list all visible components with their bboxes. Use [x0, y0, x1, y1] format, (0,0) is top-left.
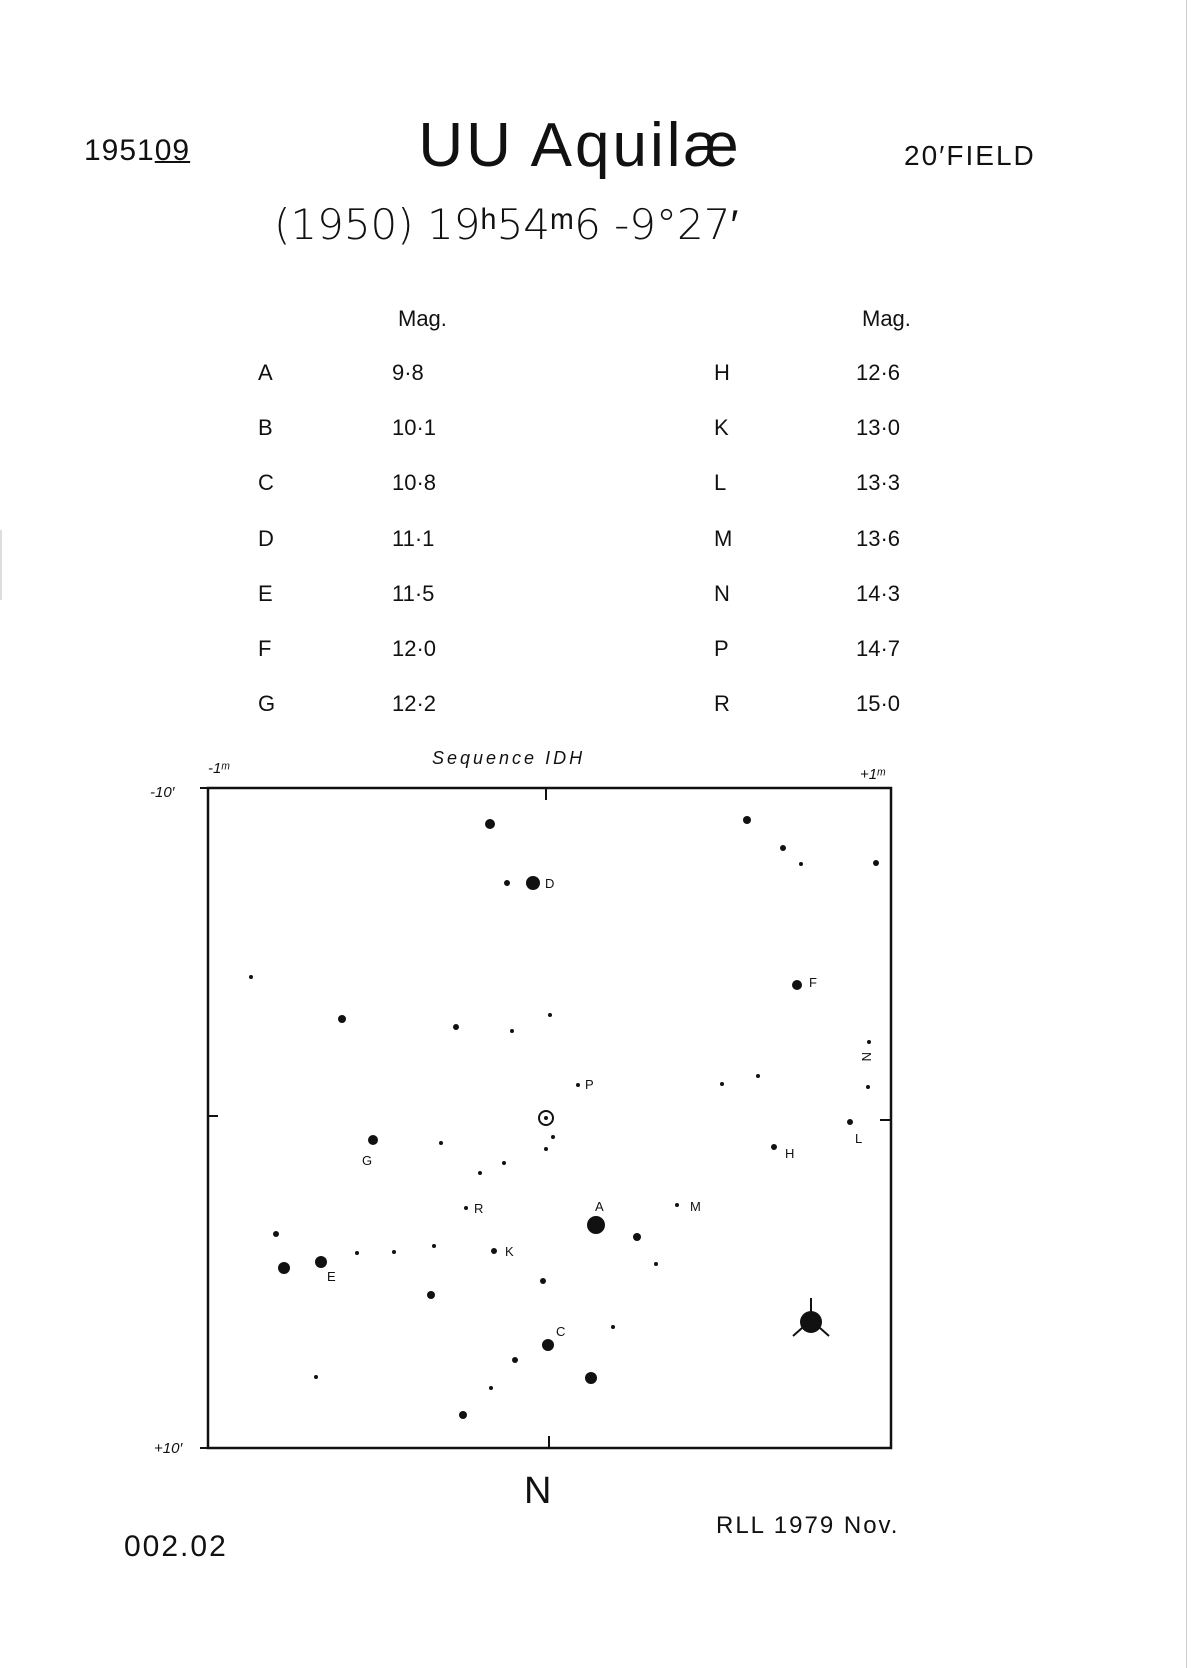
star-dot [453, 1024, 459, 1030]
star-dot [792, 980, 802, 990]
mag-header-left: Mag. [398, 306, 447, 331]
star-dot [464, 1206, 468, 1210]
chart-label-n: N [859, 1052, 874, 1062]
table-letter-left: C [258, 470, 274, 495]
chart-label-p: P [585, 1077, 594, 1092]
star-dot [392, 1250, 396, 1254]
star-dot [278, 1262, 290, 1274]
star-dot [743, 816, 751, 824]
star-dot [368, 1135, 378, 1145]
table-letter-right: L [714, 470, 727, 495]
star-dot [432, 1244, 436, 1248]
table-letter-right: R [714, 691, 730, 716]
star-dot [504, 880, 510, 886]
mag-header-right: Mag. [862, 306, 911, 331]
table-mag-left: 9·8 [392, 360, 424, 385]
star-dot [542, 1339, 554, 1351]
star-dot [866, 1085, 870, 1089]
coordinates-line: (1950) 19ʰ54ᵐ6 -9°27′ [274, 200, 739, 249]
chart-label-r: R [474, 1201, 484, 1216]
bright-star-symbol [793, 1298, 829, 1336]
table-mag-left: 10·1 [392, 415, 437, 440]
star-dot [485, 819, 495, 829]
star-dot [510, 1029, 514, 1033]
sequence-label: Sequence IDH [432, 748, 586, 768]
star-dot [799, 862, 803, 866]
table-letter-left: D [258, 526, 274, 551]
table-letter-left: B [258, 415, 273, 440]
star-dot [867, 1040, 871, 1044]
chart-label-m: M [690, 1199, 701, 1214]
star-labels [327, 876, 874, 1339]
star-dot [478, 1171, 482, 1175]
star-dot [654, 1262, 658, 1266]
chart-label-g: G [362, 1153, 373, 1168]
star-dot [576, 1083, 580, 1087]
star-dot [544, 1147, 548, 1151]
star-dot [512, 1357, 518, 1363]
star-dot [551, 1135, 555, 1139]
ra-right-label: +1ᵐ [860, 766, 885, 783]
star-dot [459, 1411, 467, 1419]
star-dot [873, 860, 879, 866]
catalog-number: 002.02 [124, 1530, 228, 1563]
star-dot [585, 1372, 597, 1384]
star-dot [489, 1386, 493, 1390]
star-dot [780, 845, 786, 851]
table-mag-right: 13·6 [856, 526, 901, 551]
ra-left-label: -1ᵐ [208, 760, 229, 777]
table-mag-left: 11·1 [392, 526, 435, 551]
star-dot [771, 1144, 777, 1150]
chart-label-k: K [505, 1244, 514, 1259]
star-dot [439, 1141, 443, 1145]
star-dot [526, 876, 540, 890]
star-dot [355, 1251, 359, 1255]
star-dot [611, 1325, 615, 1329]
field-size-label: 20′FIELD [904, 140, 1036, 171]
table-mag-left: 10·8 [392, 470, 437, 495]
table-mag-right: 15·0 [856, 691, 901, 716]
star-dot [720, 1082, 724, 1086]
table-mag-right: 13·3 [856, 470, 901, 495]
table-letter-right: K [714, 415, 729, 440]
star-dot [249, 975, 253, 979]
chart-label-a: A [595, 1199, 604, 1214]
star-dot [587, 1216, 605, 1234]
chart-label-d: D [545, 876, 555, 891]
table-mag-left: 12·0 [392, 636, 437, 661]
chart-label-l: L [855, 1131, 863, 1146]
variable-star-dot [544, 1116, 548, 1120]
star-dot [633, 1233, 641, 1241]
star-dot [756, 1074, 760, 1078]
chart-label-h: H [785, 1146, 795, 1161]
chart-label-c: C [556, 1324, 566, 1339]
table-mag-left: 12·2 [392, 691, 437, 716]
chart-label-e: E [327, 1269, 336, 1284]
star-dot [540, 1278, 546, 1284]
table-letter-left: F [258, 636, 272, 661]
star-dot [847, 1119, 853, 1125]
table-mag-right: 12·6 [856, 360, 901, 385]
author-credit: RLL 1979 Nov. [716, 1512, 900, 1539]
table-mag-right: 13·0 [856, 415, 901, 440]
star-dot [491, 1248, 497, 1254]
dec-top-label: -10′ [150, 784, 175, 801]
table-mag-right: 14·7 [856, 636, 901, 661]
table-letter-right: N [714, 581, 730, 606]
star-dot [315, 1256, 327, 1268]
star-dot [427, 1291, 435, 1299]
star-name-title: UU Aquilæ [418, 111, 742, 180]
dec-bottom-label: +10′ [154, 1440, 183, 1457]
chart-designation: 195109 [84, 134, 191, 167]
table-letter-right: M [714, 526, 733, 551]
star-dot [273, 1231, 279, 1237]
north-label: N [524, 1470, 552, 1512]
table-mag-right: 14·3 [856, 581, 901, 606]
star-dot [675, 1203, 679, 1207]
table-letter-right: H [714, 360, 730, 385]
table-letter-left: A [258, 360, 273, 385]
table-letter-left: G [258, 691, 276, 716]
star-dot [502, 1161, 506, 1165]
table-mag-left: 11·5 [392, 581, 435, 606]
star-dot [548, 1013, 552, 1017]
chart-label-f: F [809, 975, 817, 990]
table-letter-right: P [714, 636, 729, 661]
star-dot [314, 1375, 318, 1379]
star-dot [338, 1015, 346, 1023]
table-letter-left: E [258, 581, 273, 606]
